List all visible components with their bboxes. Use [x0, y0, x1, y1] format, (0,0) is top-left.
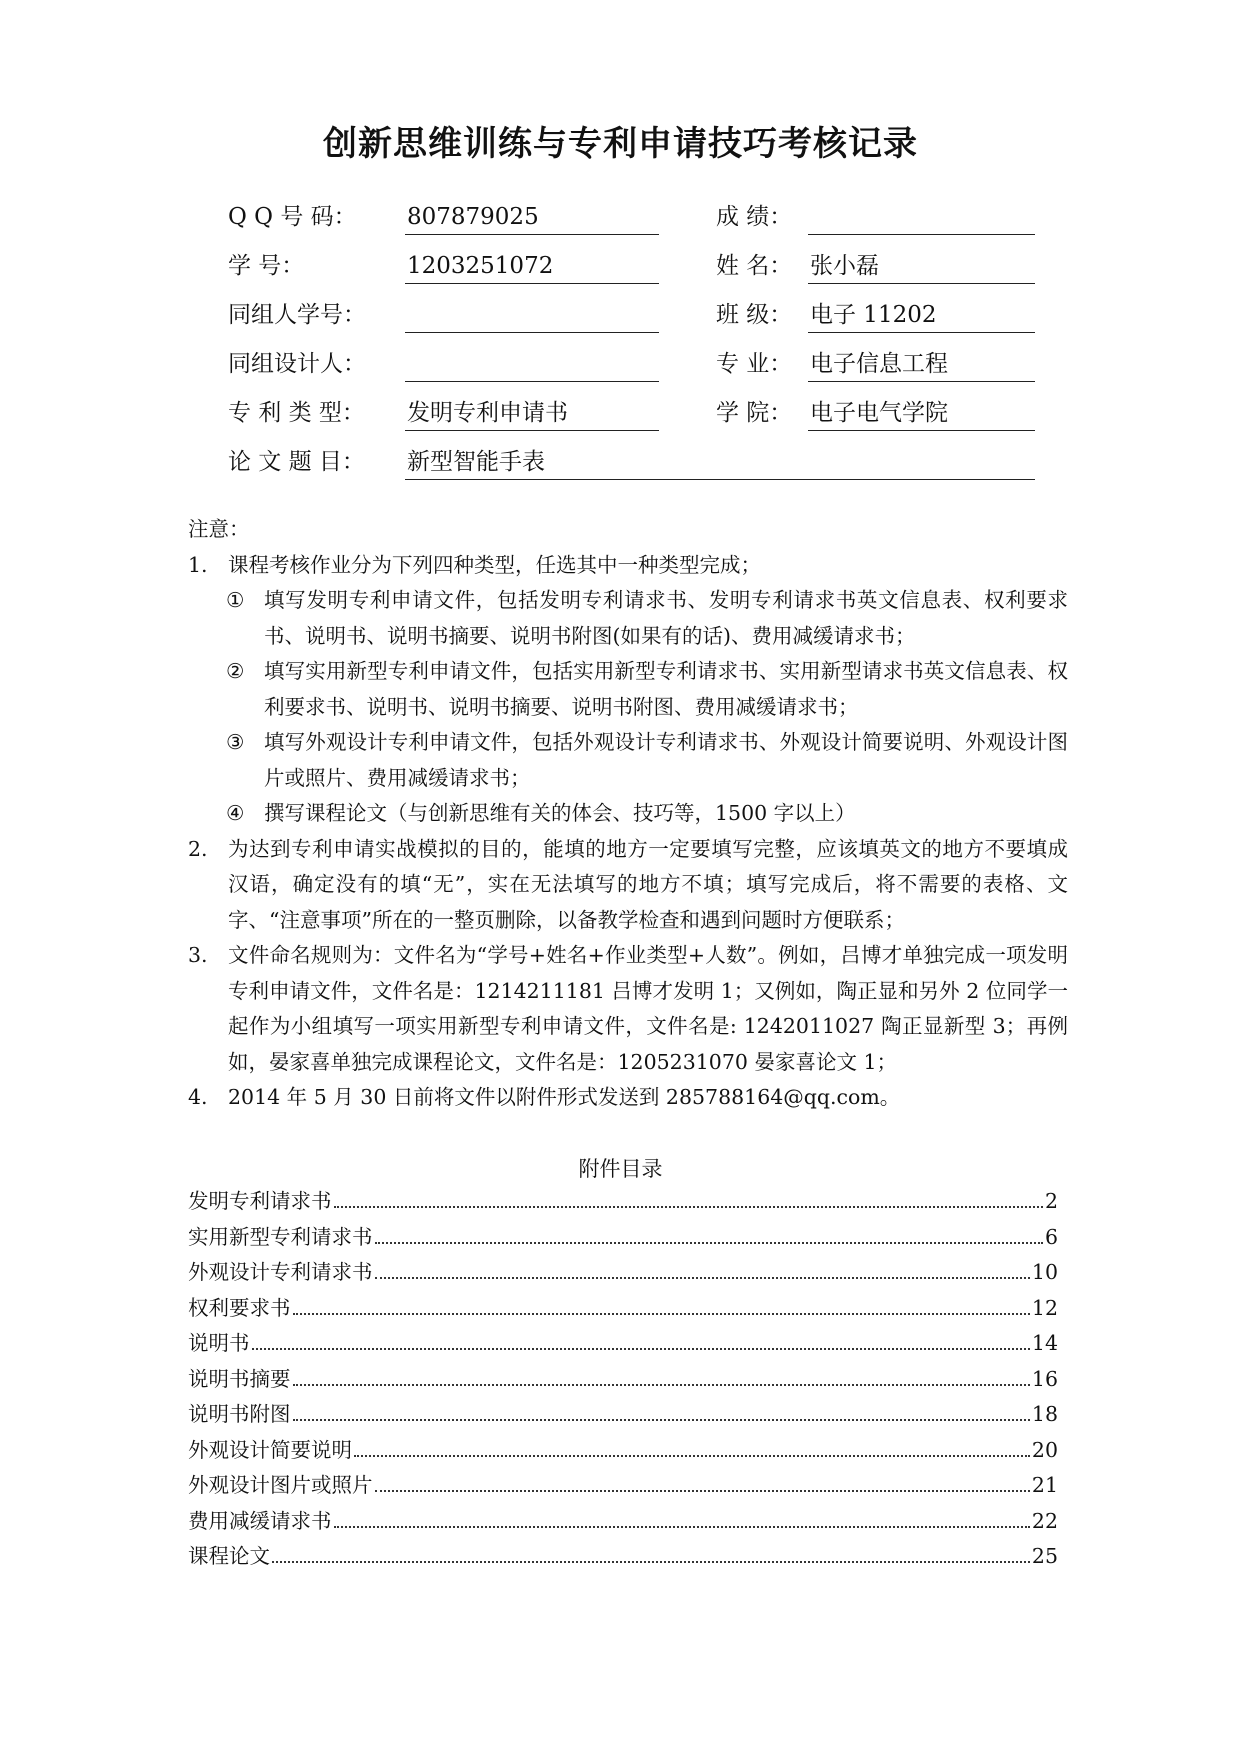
note-sub-item-1-text: 填写发明专利申请文件，包括发明专利请求书、发明专利请求书英文信息表、权利要求书、说明书、说明书摘要、说明书附图(如果有的话)、费用减缓请求书； — [264, 588, 1068, 648]
toc-leader-dots — [272, 1560, 1030, 1563]
note-item-3-text: 文件命名规则为：文件名为“学号+姓名+作业类型+人数”。例如，吕博才单独完成一项发明专利申请文件，文件名是：1214211181 吕博才发明 1；又例如，陶正显和另外 2 位同学一起作为小组填写一项实用新型专利申请文件，文件名是: 1242011027 陶正显新型 3；再例如，晏家喜单独完成课程论文，文件名是：1205231070 晏家喜论文 1； — [228, 943, 1068, 1074]
toc-leader-dots — [293, 1383, 1030, 1386]
toc-leader-dots — [293, 1418, 1030, 1421]
major-field[interactable]: 电子信息工程 — [808, 347, 1035, 382]
toc-entry-label: 外观设计简要说明 — [188, 1437, 352, 1462]
toc-entry[interactable] — [188, 1504, 1058, 1540]
toc-entry[interactable] — [188, 1184, 1058, 1220]
toc-entry-label: 实用新型专利请求书 — [188, 1224, 373, 1249]
name-field[interactable]: 张小磊 — [808, 249, 1035, 284]
group-designer-label: 同组设计人： — [228, 351, 366, 377]
toc-entry-page: 20 — [1031, 1437, 1058, 1462]
toc-entry[interactable] — [188, 1468, 1058, 1504]
toc-list — [188, 1184, 1058, 1575]
toc-leader-dots — [375, 1276, 1030, 1279]
toc-entry-label: 课程论文 — [188, 1544, 270, 1568]
toc-entry[interactable] — [188, 1255, 1058, 1291]
thesis-label: 论 文 题 目： — [228, 449, 365, 475]
form-row-group-id — [0, 298, 1241, 338]
toc-leader-dots — [252, 1347, 1030, 1350]
toc-leader-dots — [375, 1241, 1043, 1244]
note-item-4-text: 2014 年 5 月 30 日前将文件以附件形式发送到 285788164@qq.com。 — [228, 1085, 901, 1109]
major-label: 专 业： — [716, 351, 793, 377]
toc-entry-page: 6 — [1044, 1224, 1058, 1249]
group-designer-field[interactable] — [405, 347, 659, 382]
patent-type-field[interactable]: 发明专利申请书 — [405, 396, 659, 431]
form-row-thesis — [0, 445, 1241, 485]
toc-entry-page: 21 — [1031, 1473, 1058, 1497]
group-id-field[interactable] — [405, 298, 659, 333]
note-item-1-number: 1. — [188, 552, 208, 577]
patent-type-label: 专 利 类 型： — [228, 400, 365, 426]
toc-entry-label: 外观设计图片或照片 — [188, 1473, 373, 1497]
note-sub-item-2 — [188, 654, 1068, 725]
note-item-2-number: 2. — [188, 836, 208, 861]
toc-entry[interactable] — [188, 1326, 1058, 1362]
note-sub-item-3-number: ③ — [226, 730, 245, 754]
note-item-2 — [188, 832, 1068, 939]
note-item-3 — [188, 938, 1068, 1080]
note-sub-item-4-text: 撰写课程论文（与创新思维有关的体会、技巧等，1500 字以上） — [264, 801, 856, 825]
form-row-group-designer — [0, 347, 1241, 387]
toc-entry-label: 外观设计专利请求书 — [188, 1260, 373, 1284]
toc-entry[interactable] — [188, 1220, 1058, 1256]
qq-field[interactable]: 807879025 — [405, 200, 659, 235]
note-item-4 — [188, 1080, 1068, 1116]
toc-entry-label: 说明书 — [188, 1331, 250, 1355]
note-item-1 — [188, 548, 1068, 584]
note-sub-item-3 — [188, 725, 1068, 796]
note-item-1-text: 课程考核作业分为下列四种类型，任选其中一种类型完成； — [228, 552, 761, 577]
toc-entry[interactable] — [188, 1397, 1058, 1433]
note-sub-item-3-text: 填写外观设计专利申请文件，包括外观设计专利请求书、外观设计简要说明、外观设计图片或照片、费用减缓请求书； — [264, 730, 1068, 790]
notes-heading: 注意： — [188, 517, 250, 541]
toc-entry-page: 10 — [1031, 1260, 1058, 1284]
class-field[interactable]: 电子 11202 — [808, 298, 1035, 333]
qq-label: Q Q 号 码： — [228, 204, 357, 230]
form-row-patent-type — [0, 396, 1241, 436]
note-item-4-number: 4. — [188, 1085, 208, 1109]
toc-entry-page: 18 — [1031, 1402, 1058, 1426]
score-label: 成 绩： — [716, 204, 793, 230]
note-sub-item-1-number: ① — [226, 588, 245, 612]
toc-entry[interactable] — [188, 1539, 1058, 1575]
toc-entry-label: 费用减缓请求书 — [188, 1508, 332, 1533]
college-label: 学 院： — [716, 400, 793, 426]
note-item-2-text: 为达到专利申请实战模拟的目的，能填的地方一定要填写完整，应该填英文的地方不要填成汉语，确定没有的填“无”，实在无法填写的地方不填；填写完成后，将不需要的表格、文字、“注意事项”所在的一整页删除，以备教学检查和遇到问题时方便联系； — [228, 836, 1068, 932]
score-field[interactable] — [808, 200, 1035, 235]
form-row-qq — [0, 200, 1241, 240]
name-label: 姓 名： — [716, 253, 793, 279]
toc-leader-dots — [354, 1454, 1030, 1457]
toc-entry[interactable] — [188, 1362, 1058, 1398]
note-sub-item-1 — [188, 583, 1068, 654]
notes-section — [188, 512, 1068, 1116]
form-row-student-id — [0, 249, 1241, 289]
thesis-field[interactable]: 新型智能手表 — [405, 445, 1035, 480]
toc-entry-label: 说明书附图 — [188, 1402, 291, 1426]
toc-entry-page: 2 — [1044, 1189, 1058, 1213]
toc-entry-label: 权利要求书 — [188, 1295, 291, 1320]
note-sub-item-4 — [188, 796, 1068, 832]
toc-entry[interactable] — [188, 1291, 1058, 1327]
toc-leader-dots — [334, 1525, 1030, 1528]
toc-leader-dots — [293, 1312, 1030, 1315]
note-sub-item-2-number: ② — [226, 659, 245, 683]
toc-leader-dots — [375, 1489, 1030, 1492]
toc-entry-page: 25 — [1031, 1544, 1058, 1568]
note-sub-item-2-text: 填写实用新型专利申请文件，包括实用新型专利请求书、实用新型请求书英文信息表、权利要求书、说明书、说明书摘要、说明书附图、费用减缓请求书； — [264, 659, 1068, 719]
document-title: 创新思维训练与专利申请技巧考核记录 — [323, 124, 918, 164]
toc-entry-page: 22 — [1031, 1508, 1058, 1533]
toc-entry-label: 发明专利请求书 — [188, 1189, 332, 1213]
toc-leader-dots — [334, 1205, 1043, 1208]
toc-entry-page: 16 — [1031, 1366, 1058, 1391]
note-sub-item-4-number: ④ — [226, 801, 245, 825]
toc-entry-page: 12 — [1031, 1295, 1058, 1320]
toc-title: 附件目录 — [578, 1157, 663, 1181]
student-id-label: 学 号： — [228, 253, 305, 279]
class-label: 班 级： — [716, 302, 793, 328]
toc-entry-page: 14 — [1031, 1331, 1058, 1355]
toc-entry[interactable] — [188, 1433, 1058, 1469]
student-id-field[interactable]: 1203251072 — [405, 249, 659, 284]
toc-entry-label: 说明书摘要 — [188, 1366, 291, 1391]
college-field[interactable]: 电子电气学院 — [808, 396, 1035, 431]
note-item-3-number: 3. — [188, 943, 208, 967]
group-id-label: 同组人学号： — [228, 302, 366, 328]
